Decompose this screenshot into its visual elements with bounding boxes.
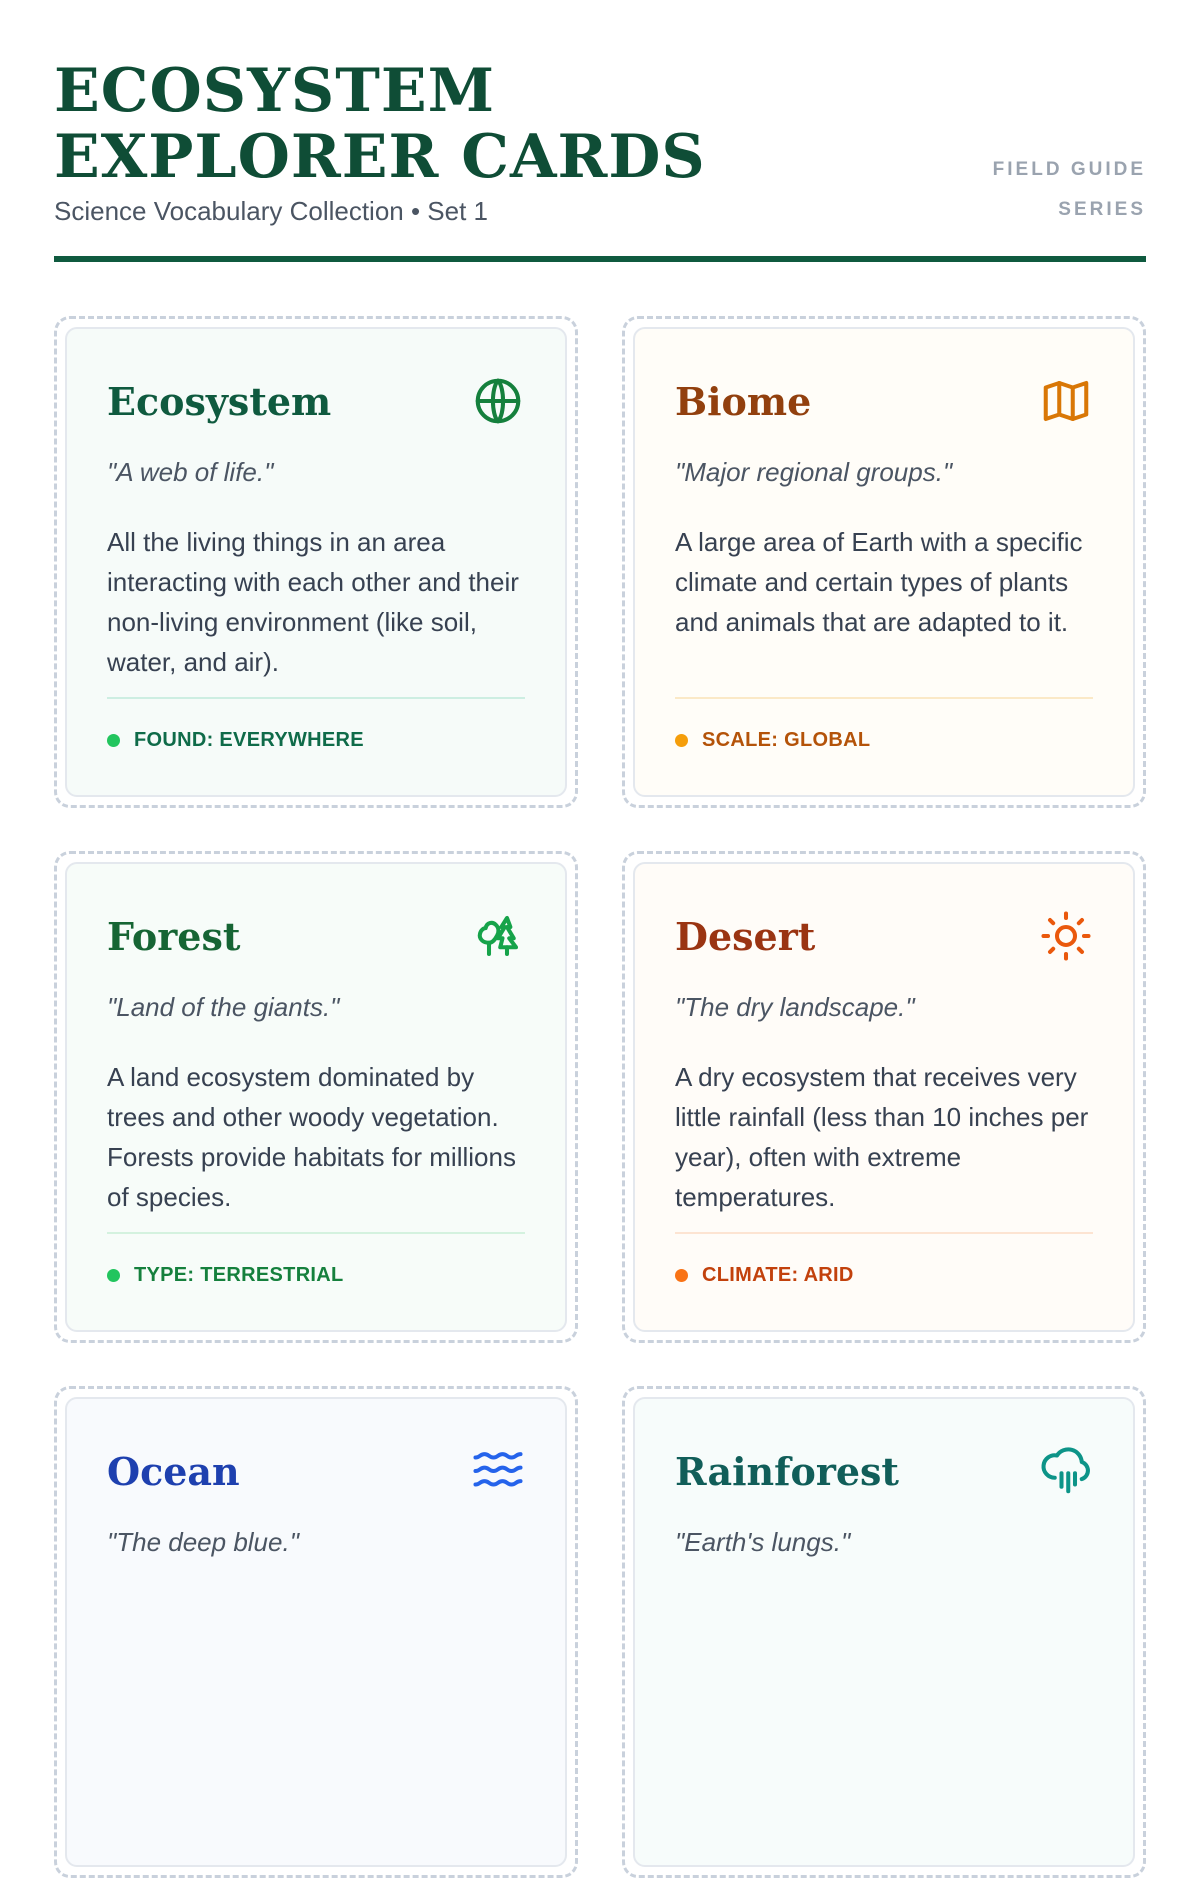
card-term: Desert [675,913,816,959]
sun-icon [1039,909,1093,963]
card-tagline: "The dry landscape." [675,992,915,1022]
card-body [65,327,567,797]
card-desert [622,851,1146,1343]
trees-icon [471,909,525,963]
card-header [675,1445,1093,1497]
badge-dot [107,734,120,747]
card-biome [622,316,1146,808]
card-badge [107,729,364,752]
badge-label: TYPE: TERRESTRIAL [134,1264,344,1286]
series-label [993,150,1146,230]
card-term: Rainforest [675,1448,899,1494]
card-divider [107,1232,525,1234]
card-header [107,910,525,962]
card-header [675,375,1093,427]
card-term: Forest [107,913,241,959]
waves-icon [471,1444,525,1498]
badge-dot [107,1269,120,1282]
card-divider [675,697,1093,699]
card-header [107,1445,525,1497]
series-line-2: SERIES [1058,199,1146,220]
card-ocean [54,1386,578,1878]
card-tagline: "Earth's lungs." [675,1527,851,1557]
page-subtitle: Science Vocabulary Collection • Set 1 [54,196,489,226]
card-term: Ecosystem [107,378,332,424]
badge-dot [675,734,688,747]
card-header [107,375,525,427]
card-body [633,327,1135,797]
card-divider [675,1232,1093,1234]
card-body [65,1397,567,1867]
card-definition: All the living things in an area interacting with each other and their non-living environment (like soil, water, and air). [107,527,519,677]
card-definition: A large area of Earth with a specific climate and certain types of plants and animals that are adapted to it. [675,527,1083,637]
badge-label: SCALE: GLOBAL [702,729,871,751]
page-title: ECOSYSTEM EXPLORER CARDS [54,56,706,192]
rain-cloud-icon [1039,1444,1093,1498]
card-definition: A land ecosystem dominated by trees and other woody vegetation. Forests provide habitats for millions of species. [107,1062,516,1212]
map-icon [1039,374,1093,428]
card-term: Ocean [107,1448,240,1494]
card-tagline: "A web of life." [107,457,274,487]
series-line-1: FIELD GUIDE [992,159,1146,180]
card-tagline: "Major regional groups." [675,457,953,487]
card-divider [107,697,525,699]
card-definition: A dry ecosystem that receives very little rainfall (less than 10 inches per year), often with extreme temperatures. [675,1062,1089,1212]
header [54,0,1146,262]
card-forest [54,851,578,1343]
card-header [675,910,1093,962]
card-tagline: "The deep blue." [107,1527,299,1557]
card-body [633,1397,1135,1867]
card-body [65,862,567,1332]
card-term: Biome [675,378,812,424]
card-badge [675,1264,854,1287]
badge-label: FOUND: EVERYWHERE [134,729,364,751]
card-ecosystem [54,316,578,808]
card-badge [107,1264,344,1287]
card-tagline: "Land of the giants." [107,992,340,1022]
badge-label: CLIMATE: ARID [702,1264,854,1286]
badge-dot [675,1269,688,1282]
card-rainforest [622,1386,1146,1878]
card-body [633,862,1135,1332]
card-badge [675,729,870,752]
globe-icon [471,374,525,428]
